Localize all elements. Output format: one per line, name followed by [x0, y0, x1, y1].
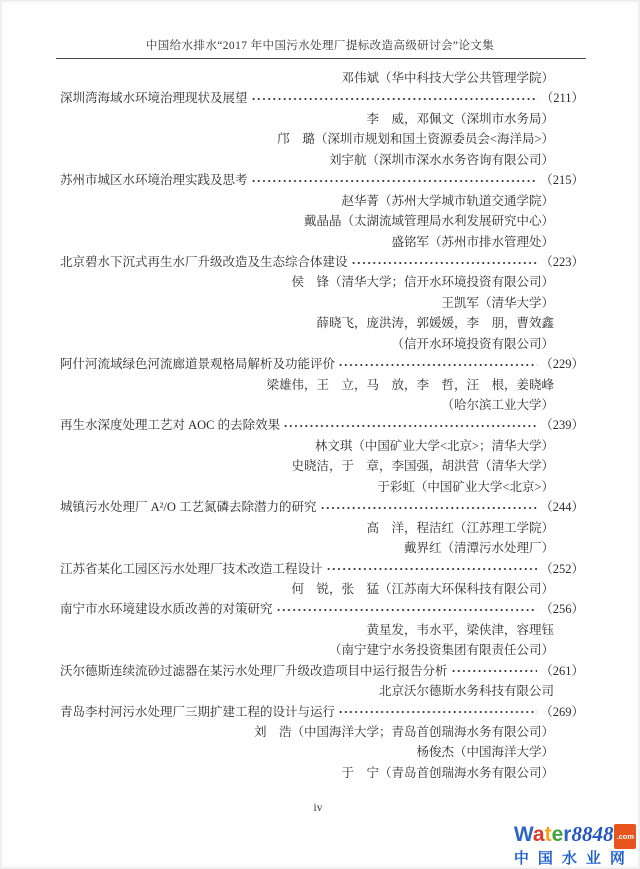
- toc-title-text: 深圳湾海域水环境治理现状及展望: [60, 91, 248, 106]
- toc-title-line: [60, 661, 584, 681]
- toc-title-text: 阿什河流域绿色河流廊道景观格局解析及功能评价: [60, 357, 336, 372]
- toc-page-number: （261）: [540, 663, 584, 678]
- toc-title-line: [60, 170, 584, 190]
- toc-author-line: （哈尔滨工业大学）: [441, 398, 554, 412]
- toc-author-line: 李 威，邓佩文（深圳市水务局）: [366, 111, 554, 126]
- toc-title-line: [60, 599, 584, 619]
- toc-title-text: 沃尔德斯连续流砂过滤器在某污水处理厂升级改造项目中运行报告分析: [60, 663, 448, 678]
- toc-author-line: 盛铭军（苏州市排水管理处）: [391, 234, 554, 249]
- toc-title-line: [60, 415, 584, 435]
- toc-author-line: 梁雄伟，王 立，马 放，李 哲，汪 根，姜晓峰: [266, 377, 554, 392]
- toc-author-line: 赵华菁（苏州大学城市轨道交通学院）: [341, 193, 554, 208]
- toc-title-text: 南宁市水环境建设水质改善的对策研究: [60, 602, 273, 617]
- header-rule: [56, 58, 586, 59]
- toc-page-number: （223）: [540, 254, 584, 269]
- logo-letter: e: [551, 823, 564, 846]
- toc-page-number: （244）: [540, 500, 584, 515]
- page-header-title: 中国给水排水“2017 年中国污水处理厂提标改造高级研讨会”论文集: [145, 40, 495, 52]
- toc-page-number: （229）: [540, 357, 584, 372]
- logo-letter: a: [532, 823, 545, 846]
- toc-title-text: 再生水深度处理工艺对 AOC 的去除效果: [60, 418, 281, 433]
- logo-brand-number: 8848: [571, 822, 614, 846]
- logo-site-name: 中国水业网: [513, 850, 634, 867]
- dotted-leader: [276, 599, 538, 619]
- toc-author-line: 林文琪（中国矿业大学<北京>；清华大学）: [314, 438, 554, 453]
- toc-title-text: 江苏省某化工园区污水处理厂技术改造工程设计: [60, 561, 323, 576]
- toc-title-line: [60, 497, 584, 517]
- dotted-leader: [251, 88, 538, 108]
- logo-brand-tld: .com: [614, 824, 636, 849]
- toc-title-text: 苏州市城区水环境治理实践及思考: [60, 173, 248, 188]
- toc-title-text: 青岛李村河污水处理厂三期扩建工程的设计与运行: [60, 704, 336, 719]
- toc-title-line: [60, 559, 584, 579]
- toc-author-line: 邓伟斌（华中科技大学公共管理学院）: [341, 71, 554, 85]
- logo-letter: r: [563, 823, 572, 846]
- toc-title-line: [60, 252, 584, 272]
- toc-page-number: （269）: [540, 704, 584, 719]
- footer-page-number: iv: [313, 802, 323, 814]
- toc-author-line: 何 锐，张 猛（江苏南大环保科技有限公司）: [291, 581, 554, 596]
- dotted-leader: [351, 252, 538, 272]
- toc-author-line: 史晓洁，于 章，李国强，胡洪营（清华大学）: [291, 459, 554, 474]
- logo-brand-word: [514, 823, 572, 846]
- toc-author-line: （信开水环境投资有限公司）: [391, 336, 554, 351]
- toc-page-number: （256）: [540, 602, 584, 617]
- logo-letter: W: [513, 823, 533, 846]
- toc-author-line: （南宁建宁水务投资集团有限责任公司）: [328, 643, 554, 658]
- toc-author-line: 刘 浩（中国海洋大学；青岛首创瑞海水务有限公司）: [253, 725, 554, 739]
- toc-author-line: 侯 锋（清华大学；信开水环境投资有限公司）: [291, 275, 554, 290]
- water8848-logo: [514, 823, 636, 866]
- logo-brand-line: [514, 823, 636, 849]
- toc-author-line: 杨俊杰（中国海洋大学）: [416, 745, 554, 760]
- dotted-leader: [283, 415, 537, 435]
- toc-page-number: （252）: [540, 561, 584, 576]
- toc-author-line: 于 宁（青岛首创瑞海水务有限公司）: [341, 765, 554, 780]
- dotted-leader: [326, 559, 538, 579]
- dotted-leader: [338, 354, 537, 374]
- dotted-leader: [320, 497, 538, 517]
- dotted-leader: [451, 661, 538, 681]
- toc-title-line: [60, 354, 584, 374]
- toc-author-line: 戴晶晶（太湖流域管理局水利发展研究中心）: [303, 214, 554, 229]
- toc-page-number: （239）: [540, 418, 584, 433]
- toc-title-line: [60, 702, 584, 722]
- toc-title-text: 北京碧水下沉式再生水厂升级改造及生态综合体建设: [60, 254, 348, 269]
- toc-page-number: （211）: [540, 91, 584, 106]
- logo-letter: t: [544, 823, 552, 846]
- toc-page-number: （215）: [540, 173, 584, 188]
- toc-author-line: 戴界红（清潭污水处理厂）: [403, 541, 554, 556]
- toc-author-line: 王凯军（清华大学）: [441, 295, 554, 310]
- dotted-leader: [251, 170, 538, 190]
- toc-author-line: 高 洋，程洁红（江苏理工学院）: [366, 520, 554, 535]
- toc-author-line: 邝 璐（深圳市规划和国土资源委员会<海洋局>）: [277, 132, 554, 147]
- toc: [60, 68, 584, 783]
- dotted-leader: [338, 702, 537, 722]
- toc-author-line: 黄星发，韦水平，梁侠津，容理钰: [366, 622, 554, 637]
- toc-title-line: [60, 88, 584, 108]
- toc-title-text: 城镇污水处理厂 A²/O 工艺氮磷去除潜力的研究: [60, 500, 317, 515]
- toc-author-line: 薛晓飞，庞洪涛，郭媛媛，李 朋，曹效鑫: [316, 316, 554, 331]
- toc-author-line: 于彩虹（中国矿业大学<北京>）: [377, 479, 554, 494]
- toc-author-line: 刘宇航（深圳市深水水务咨询有限公司）: [328, 152, 554, 167]
- toc-author-line: 北京沃尔德斯水务科技有限公司: [378, 684, 554, 699]
